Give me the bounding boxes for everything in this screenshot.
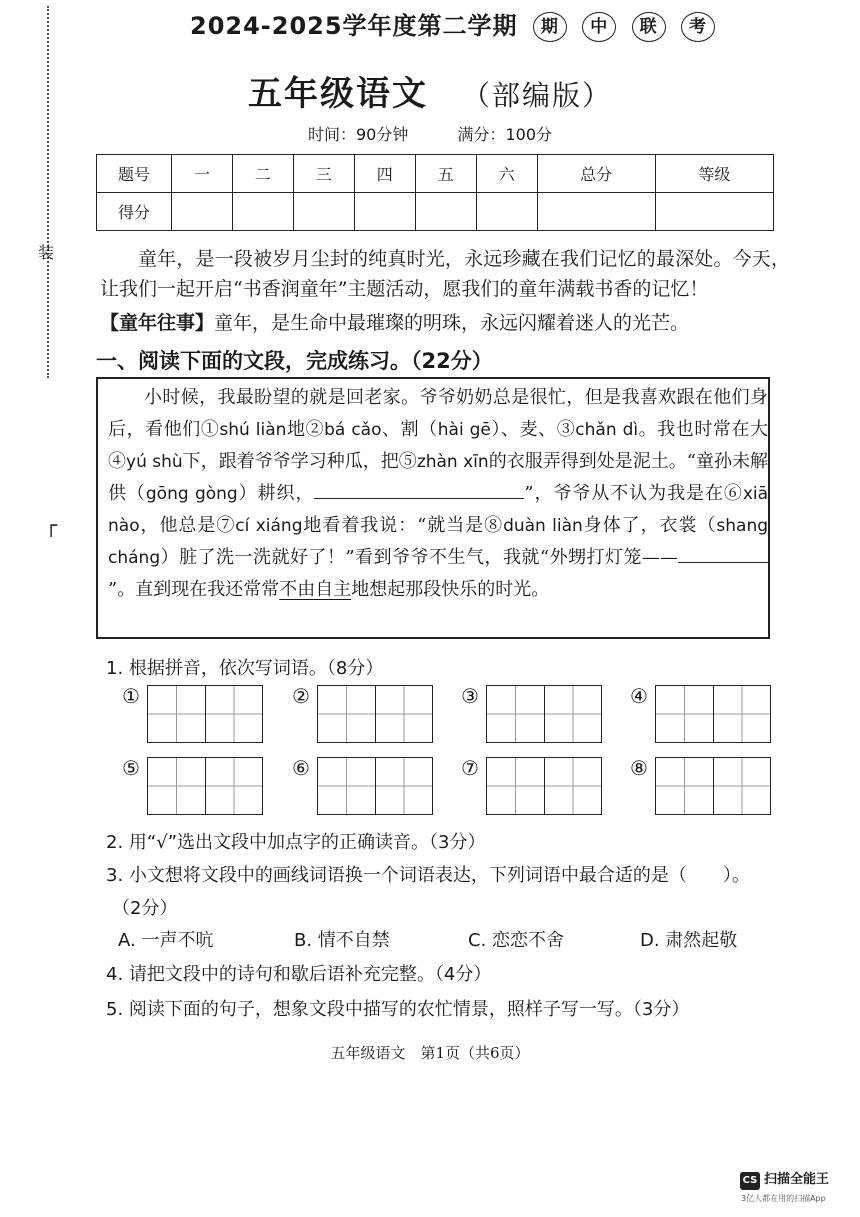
- grid-cell[interactable]: [545, 686, 602, 742]
- grid-cell[interactable]: [148, 758, 206, 814]
- pinyin: bá cǎo: [324, 420, 382, 440]
- grid-cell[interactable]: [206, 686, 263, 742]
- question-5: 5. 阅读下面的句子，想象文段中描写的农忙情景，照样子写一写。（3分）: [106, 999, 690, 1020]
- score-input-cell[interactable]: [476, 193, 537, 231]
- question-4: 4. 请把文段中的诗句和歇后语补充完整。（4分）: [106, 964, 492, 985]
- score-input-cell[interactable]: [537, 193, 655, 231]
- passage-text-run: ”，爷爷从不认为我是在: [524, 483, 724, 504]
- scanner-logo-icon: CS: [740, 1172, 760, 1190]
- score-table-cell: 五: [415, 155, 476, 193]
- grid-cell[interactable]: [656, 758, 714, 814]
- grid-label-4: ④: [630, 684, 648, 708]
- grid-cell[interactable]: [376, 758, 433, 814]
- page-footer: 五年级语文 第1页（共6页）: [330, 1044, 530, 1062]
- grid-label-5: ⑤: [122, 756, 140, 780]
- blank-number: ④: [108, 451, 127, 472]
- stamp-char-3: 联: [632, 12, 666, 42]
- scanner-watermark: [740, 1168, 829, 1190]
- word-grid-3[interactable]: [486, 685, 602, 743]
- pinyin: zhàn xīn: [416, 452, 489, 472]
- word-grid-7[interactable]: [486, 757, 602, 815]
- passage-text-run: 地想起那段快乐的时光。: [351, 579, 550, 600]
- score-input-cell[interactable]: [354, 193, 415, 231]
- passage-text-run: 下，跟着爷爷学习种瓜，把: [182, 451, 399, 472]
- pinyin: cí xiáng: [235, 516, 303, 536]
- grid-cell[interactable]: [714, 686, 771, 742]
- question-3-score: （2分）: [112, 898, 178, 919]
- blank-number: ⑥: [723, 483, 743, 504]
- xiehouyu-fill-blank[interactable]: [678, 544, 768, 563]
- word-grid-2[interactable]: [317, 685, 433, 743]
- grid-label-1: ①: [122, 684, 140, 708]
- passage-text-run: 、割（: [381, 419, 438, 440]
- stamp-char-1: 期: [533, 12, 567, 42]
- exam-header: [190, 6, 715, 42]
- option-b[interactable]: B. 情不自禁: [294, 930, 390, 951]
- blank-number: ③: [556, 419, 576, 440]
- blank-number: ②: [305, 419, 325, 440]
- word-grid-8[interactable]: [655, 757, 771, 815]
- score-table-cell: 题号: [97, 155, 172, 193]
- title-main: 五年级语文: [247, 74, 428, 114]
- grid-label-2: ②: [292, 684, 310, 708]
- pinyin: shang cháng: [108, 516, 769, 568]
- passage-text: [108, 382, 768, 606]
- passage-text-run: ）耕织，: [237, 483, 315, 504]
- title-edition: （部编版）: [461, 79, 612, 112]
- score-input-cell[interactable]: [172, 193, 233, 231]
- passage-text-run: 。我也时常在大: [638, 419, 769, 440]
- question-1: 1. 根据拼音，依次写词语。（8分）: [106, 658, 384, 679]
- option-a[interactable]: A. 一声不吭: [118, 930, 214, 951]
- intro-section-tag: 【童年往事】: [100, 312, 215, 334]
- grid-cell[interactable]: [545, 758, 602, 814]
- score-table-score-row: [97, 193, 774, 231]
- pinyin: shú liàn: [219, 420, 287, 440]
- word-grid-1[interactable]: [147, 685, 263, 743]
- passage-text-run: 小时候，我最盼望的就是回老家。爷爷奶奶总是很忙，但是我喜欢跟在他们身后，看他们: [108, 387, 768, 440]
- score-table-cell: 二: [232, 155, 293, 193]
- grid-cell[interactable]: [487, 758, 545, 814]
- stamp-char-2: 中: [582, 12, 616, 42]
- score-table-cell: 一: [172, 155, 233, 193]
- score-input-cell[interactable]: [293, 193, 354, 231]
- score-table-cell: 六: [476, 155, 537, 193]
- grid-cell[interactable]: [487, 686, 545, 742]
- score-table-header-row: [97, 155, 774, 193]
- pinyin: duàn liàn: [503, 516, 583, 536]
- score-table-cell: 四: [354, 155, 415, 193]
- grid-cell[interactable]: [148, 686, 206, 742]
- score-table-cell: 三: [293, 155, 354, 193]
- score-row-label: 得分: [97, 193, 172, 231]
- grid-cell[interactable]: [714, 758, 771, 814]
- score-input-cell[interactable]: [232, 193, 293, 231]
- binding-corner-mark: ┌: [45, 513, 58, 537]
- score-table-cell: 总分: [537, 155, 655, 193]
- score-table: [96, 154, 774, 231]
- passage-text-run: ）脏了洗一洗就好了！”看到爷爷不生气，我就“外甥打灯笼——: [160, 547, 678, 568]
- underlined-phrase: 不由自主: [279, 579, 352, 600]
- pinyin: gōng gòng: [145, 484, 238, 504]
- grid-cell[interactable]: [318, 758, 376, 814]
- question-3-options: [118, 926, 737, 952]
- pinyin: xiā nào: [108, 484, 769, 536]
- word-grid-4[interactable]: [655, 685, 771, 743]
- score-input-cell[interactable]: [655, 193, 773, 231]
- poem-fill-blank[interactable]: [314, 480, 524, 499]
- scanner-name: 扫描全能王: [764, 1172, 830, 1187]
- question-3: 3. 小文想将文段中的画线词语换一个词语表达，下列词语中最合适的是（ ）。: [106, 865, 750, 886]
- blank-number: ⑦: [216, 515, 236, 536]
- grid-cell[interactable]: [656, 686, 714, 742]
- grid-cell[interactable]: [206, 758, 263, 814]
- intro-paragraph: 童年，是一段被岁月尘封的纯真时光，永远珍藏在我们记忆的最深处。今天，让我们一起开启“书香润童年”主题活动，愿我们的童年满载书香的记忆！: [100, 248, 790, 300]
- grid-label-3: ③: [461, 684, 479, 708]
- exam-title: [0, 66, 860, 115]
- passage-text-run: 的衣服弄得到处是泥土。“童孙未解供（: [108, 451, 769, 504]
- section-1-heading: 一、阅读下面的文段，完成练习。（22分）: [96, 349, 493, 373]
- question-2: 2. 用“√”选出文段中加点字的正确读音。（3分）: [106, 832, 486, 853]
- option-c[interactable]: C. 恋恋不舍: [468, 930, 565, 951]
- passage-text-run: 身体了，衣裳（: [582, 515, 717, 536]
- passage-text-run: ”。直到现在我还常常: [108, 579, 280, 600]
- intro-section-text: 童年，是生命中最璀璨的明珠，永远闪耀着迷人的光芒。: [214, 312, 690, 334]
- passage-text-run: ，他总是: [139, 515, 217, 536]
- exam-meta: [0, 122, 860, 145]
- intro-section-line: [100, 308, 790, 338]
- semester-line: 2024-2025学年度第二学期: [190, 12, 518, 40]
- score-table-cell: 等级: [655, 155, 773, 193]
- grid-cell[interactable]: [376, 686, 433, 742]
- option-d[interactable]: D. 肃然起敬: [640, 930, 738, 951]
- pinyin: chǎn dì: [575, 420, 639, 440]
- pinyin: yú shù: [126, 452, 183, 472]
- binding-dotted-line: [47, 6, 49, 378]
- score-input-cell[interactable]: [415, 193, 476, 231]
- blank-number: ①: [200, 419, 220, 440]
- stamp-char-4: 考: [681, 12, 715, 42]
- grid-label-7: ⑦: [461, 756, 479, 780]
- word-grid-5[interactable]: [147, 757, 263, 815]
- passage-text-run: 地: [286, 419, 306, 440]
- pinyin: hài gē: [437, 420, 491, 440]
- blank-number: ⑧: [484, 515, 504, 536]
- scanner-tagline: 3亿人都在用的扫描App: [741, 1194, 826, 1203]
- exam-time: 时间：90分钟: [307, 125, 409, 144]
- grid-label-8: ⑧: [630, 756, 648, 780]
- binding-label: 装: [38, 243, 55, 262]
- grid-label-6: ⑥: [292, 756, 310, 780]
- exam-full-score: 满分：100分: [457, 125, 552, 144]
- blank-number: ⑤: [398, 451, 417, 472]
- passage-text-run: ）、麦、: [490, 419, 557, 440]
- word-grid-6[interactable]: [317, 757, 433, 815]
- passage-text-run: 地看着我说：“就当是: [302, 515, 485, 536]
- grid-cell[interactable]: [318, 686, 376, 742]
